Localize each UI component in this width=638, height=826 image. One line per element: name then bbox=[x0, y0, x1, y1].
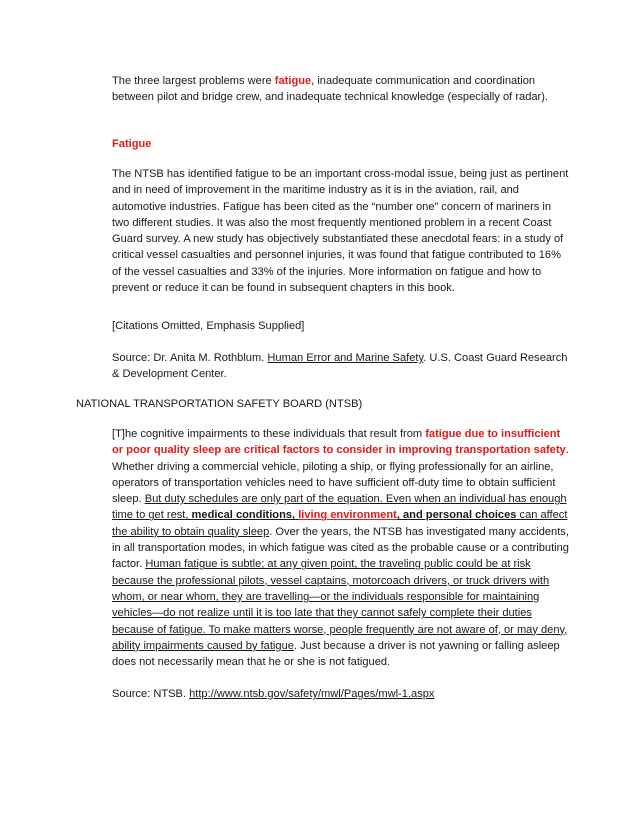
source1-title: Human Error and Marine Safety bbox=[267, 352, 424, 364]
ntsb-emphasis-living: living environment bbox=[298, 509, 397, 522]
ntsb-paragraph bbox=[112, 426, 570, 670]
source-ntsb bbox=[112, 686, 570, 702]
source-rothblum bbox=[112, 350, 570, 383]
fatigue-paragraph: The NTSB has identified fatigue to be an important cross-modal issue, being just as pertinent and in need of improvement in the maritime industry as it is in the aviation, rail, and automotive industries. Fatigue has been cited as the “number one” concern of mariners in two different studies. It was also the most frequently mentioned problem in a recent Coast Guard survey. A new study has objectively substantiated these anecdotal fears: in a study of critical vessel casualties and personnel injuries, it was found that fatigue contributed to 16% of the vessel casualties and 33% of the injuries. More information on fatigue and how to prevent or reduce it can be found in subsequent chapters in this book. bbox=[112, 168, 569, 295]
intro-paragraph bbox=[112, 73, 570, 106]
ntsb-emphasis-choices: , and personal choices bbox=[396, 509, 517, 522]
ntsb-underline-subtle: Human fatigue is subtle; at any given point, the traveling public could be at risk because the professional pilots, vessel captains, motorcoach drivers, or truck drivers with whom, or near whom, they are travelling—or the individuals responsible for maintaining vehicles—do not realize until it is too late that they cannot safely complete their duties because of fatigue. To make matters worse, people frequently are not aware of, or may deny, ability impairments caused by fatigue bbox=[112, 558, 568, 652]
ntsb-text-2: . Whether driving a commercial vehicle, piloting a ship, or flying professionally for an airline, operators of transportation vehicles need to have sufficient off-duty time to obtain sufficient sleep. bbox=[112, 444, 569, 506]
source1-suffix: . U.S. Coast Guard Research & Development Center. bbox=[112, 352, 568, 381]
ntsb-text-1: [T]he cognitive impairments to these individuals that result from bbox=[112, 428, 426, 440]
source1-prefix: Source: Dr. Anita M. Rothblum. bbox=[112, 352, 268, 364]
ntsb-underline-quality: can affect the ability to obtain quality sleep bbox=[112, 509, 568, 538]
intro-text-start: The three largest problems were bbox=[112, 75, 275, 87]
ntsb-emphasis-medical: medical conditions, bbox=[191, 509, 296, 522]
citation-note: [Citations Omitted, Emphasis Supplied] bbox=[112, 320, 305, 332]
ntsb-underline-duty: But duty schedules are only part of the equation. Even when an individual has enough time to get rest, bbox=[112, 493, 567, 522]
intro-text-end: , inadequate communication and coordination between pilot and bridge crew, and inadequate technical knowledge (especially of radar). bbox=[112, 75, 549, 104]
ntsb-text-4: . Just because a driver is not yawning or falling asleep does not necessarily mean that he or she is not fatigued. bbox=[112, 639, 560, 669]
fatigue-heading: Fatigue bbox=[112, 138, 152, 150]
source2-prefix: Source: NTSB. bbox=[112, 688, 190, 700]
ntsb-source-link[interactable]: http://www.ntsb.gov/safety/mwl/Pages/mwl-1.aspx bbox=[189, 688, 435, 700]
ntsb-heading: NATIONAL TRANSPORTATION SAFETY BOARD (NTSB) bbox=[76, 398, 363, 410]
ntsb-emphasis-sleep: fatigue due to insufficient or poor quality sleep are critical factors to consider in improving transportation safety bbox=[112, 428, 566, 457]
intro-fatigue-highlight: fatigue bbox=[274, 75, 312, 87]
ntsb-text-3: . Over the years, the NTSB has investigated many accidents, in all transportation modes, in which fatigue was cited as the probable cause or a contributing factor. bbox=[112, 525, 569, 571]
